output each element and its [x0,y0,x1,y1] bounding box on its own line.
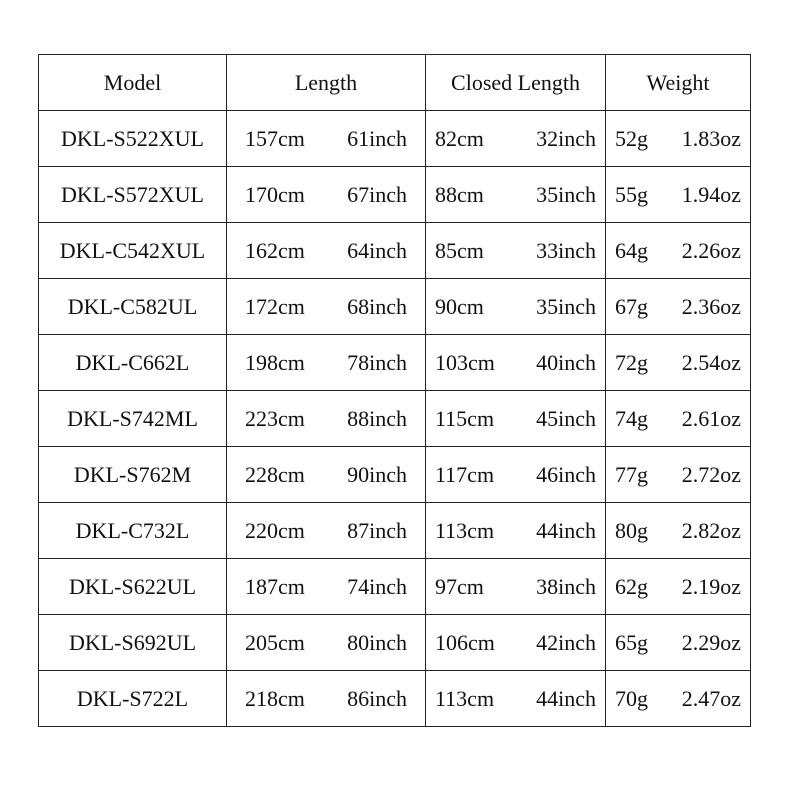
length-cm-value: 223cm [245,405,305,431]
length-cm-value: 220cm [245,517,305,543]
length-cell [227,167,426,223]
closed-length-cell [426,503,606,559]
closed-inch-value: 35inch [536,181,596,207]
closed-length-cell [426,671,606,727]
table-row [39,391,751,447]
weight-oz-value: 2.54oz [681,349,741,375]
closed-inch-value: 42inch [536,629,596,655]
length-cm-value: 162cm [245,237,305,263]
weight-g-value: 65g [615,629,648,655]
weight-oz-value: 1.83oz [681,125,741,151]
weight-cell [606,503,751,559]
weight-g-value: 55g [615,181,648,207]
weight-g-value: 64g [615,237,648,263]
weight-g-value: 70g [615,685,648,711]
model-cell: DKL-S742ML [39,391,227,447]
length-inch-value: 78inch [347,349,407,375]
header-model: Model [39,55,227,111]
weight-g-value: 77g [615,461,648,487]
length-inch-value: 86inch [347,685,407,711]
weight-oz-value: 2.72oz [681,461,741,487]
closed-cm-value: 113cm [435,517,495,543]
table-row [39,559,751,615]
closed-length-cell [426,111,606,167]
length-inch-value: 80inch [347,629,407,655]
weight-g-value: 62g [615,573,648,599]
closed-cm-value: 106cm [435,629,495,655]
closed-inch-value: 46inch [536,461,596,487]
closed-inch-value: 32inch [536,125,596,151]
closed-cm-value: 85cm [435,237,484,263]
length-inch-value: 68inch [347,293,407,319]
weight-oz-value: 2.47oz [681,685,741,711]
weight-g-value: 74g [615,405,648,431]
table-row [39,671,751,727]
length-cell [227,335,426,391]
length-cell [227,503,426,559]
table-row [39,615,751,671]
weight-cell [606,391,751,447]
closed-cm-value: 82cm [435,125,484,151]
weight-oz-value: 1.94oz [681,181,741,207]
closed-length-cell [426,335,606,391]
closed-cm-value: 113cm [435,685,495,711]
length-inch-value: 61inch [347,125,407,151]
closed-cm-value: 90cm [435,293,484,319]
closed-length-cell [426,447,606,503]
length-cm-value: 157cm [245,125,305,151]
closed-cm-value: 103cm [435,349,495,375]
closed-inch-value: 44inch [536,685,596,711]
model-cell: DKL-S762M [39,447,227,503]
closed-length-cell [426,223,606,279]
closed-cm-value: 117cm [435,461,495,487]
length-cell [227,279,426,335]
closed-cm-value: 88cm [435,181,484,207]
model-cell: DKL-S722L [39,671,227,727]
model-cell: DKL-C582UL [39,279,227,335]
weight-oz-value: 2.82oz [681,517,741,543]
weight-g-value: 72g [615,349,648,375]
weight-cell [606,279,751,335]
length-cm-value: 187cm [245,573,305,599]
closed-inch-value: 44inch [536,517,596,543]
weight-cell [606,559,751,615]
model-cell: DKL-C732L [39,503,227,559]
closed-cm-value: 97cm [435,573,484,599]
length-cm-value: 228cm [245,461,305,487]
table-row [39,111,751,167]
model-cell: DKL-S692UL [39,615,227,671]
weight-cell [606,447,751,503]
table-row [39,223,751,279]
length-cell [227,671,426,727]
length-cm-value: 170cm [245,181,305,207]
spec-table [38,54,751,727]
closed-cm-value: 115cm [435,405,495,431]
model-cell: DKL-C542XUL [39,223,227,279]
closed-length-cell [426,559,606,615]
header-length: Length [227,55,426,111]
closed-length-cell [426,615,606,671]
closed-length-cell [426,391,606,447]
length-cell [227,223,426,279]
length-cm-value: 198cm [245,349,305,375]
model-cell: DKL-C662L [39,335,227,391]
closed-inch-value: 33inch [536,237,596,263]
closed-length-cell [426,279,606,335]
weight-oz-value: 2.26oz [681,237,741,263]
model-cell: DKL-S572XUL [39,167,227,223]
model-cell: DKL-S622UL [39,559,227,615]
length-inch-value: 90inch [347,461,407,487]
table-row [39,503,751,559]
length-cell [227,447,426,503]
closed-inch-value: 35inch [536,293,596,319]
closed-inch-value: 45inch [536,405,596,431]
weight-cell [606,111,751,167]
length-cell [227,615,426,671]
weight-g-value: 52g [615,125,648,151]
length-cell [227,559,426,615]
closed-inch-value: 38inch [536,573,596,599]
table-row [39,335,751,391]
weight-oz-value: 2.19oz [681,573,741,599]
weight-oz-value: 2.29oz [681,629,741,655]
closed-length-cell [426,167,606,223]
length-inch-value: 88inch [347,405,407,431]
weight-g-value: 80g [615,517,648,543]
weight-cell [606,167,751,223]
weight-cell [606,223,751,279]
weight-g-value: 67g [615,293,648,319]
length-inch-value: 87inch [347,517,407,543]
model-cell: DKL-S522XUL [39,111,227,167]
header-closed-length: Closed Length [426,55,606,111]
weight-cell [606,671,751,727]
table-body [39,111,751,727]
weight-cell [606,615,751,671]
length-cm-value: 172cm [245,293,305,319]
weight-oz-value: 2.36oz [681,293,741,319]
table-row [39,447,751,503]
closed-inch-value: 40inch [536,349,596,375]
weight-cell [606,335,751,391]
table-row [39,167,751,223]
length-inch-value: 67inch [347,181,407,207]
header-weight: Weight [606,55,751,111]
length-cm-value: 205cm [245,629,305,655]
length-inch-value: 64inch [347,237,407,263]
weight-oz-value: 2.61oz [681,405,741,431]
length-inch-value: 74inch [347,573,407,599]
table-row [39,279,751,335]
length-cell [227,391,426,447]
header-row [39,55,751,111]
length-cell [227,111,426,167]
length-cm-value: 218cm [245,685,305,711]
